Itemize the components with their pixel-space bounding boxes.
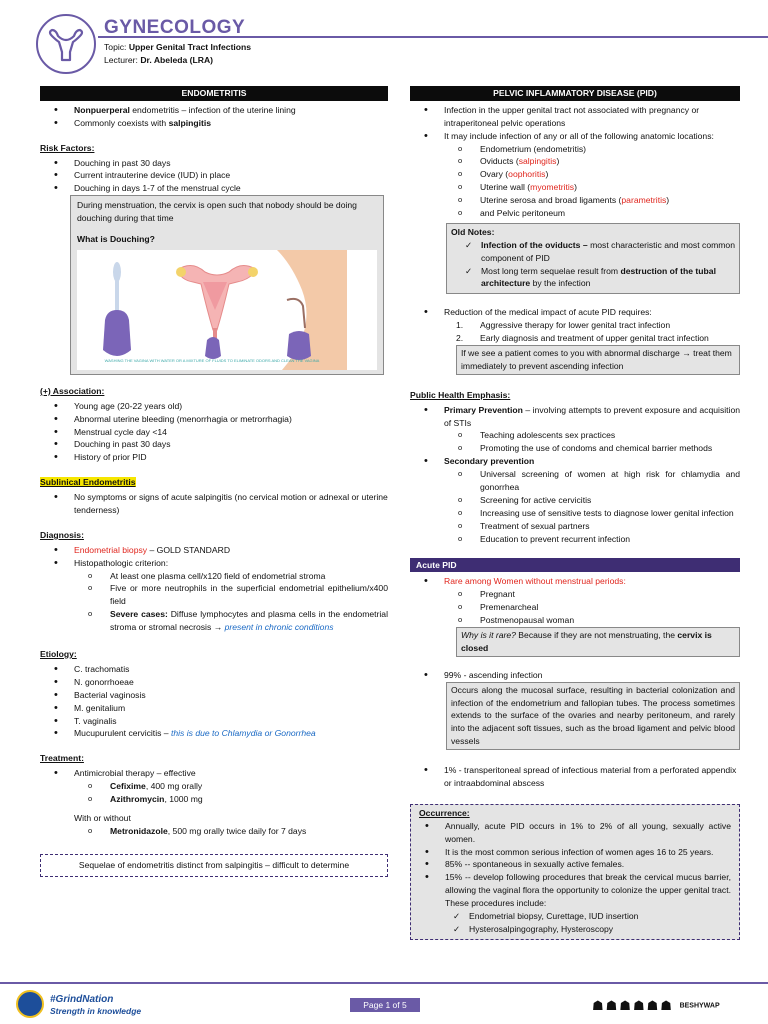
list-item: o Treatment of sexual partners <box>410 520 740 533</box>
acute-pid-list <box>410 575 740 588</box>
list-item: • Abnormal uterine bleeding (menorrhagia or metrorrhagia) <box>40 413 388 426</box>
treatment-list <box>40 767 388 806</box>
diagnosis-list <box>40 544 388 634</box>
list-item: o Premenarcheal <box>410 601 740 614</box>
reduction-note-box: If we see a patient comes to you with abnormal discharge → treat them immediately to prevent ascending infection <box>456 345 740 375</box>
association-heading: (+) Association: <box>40 385 105 396</box>
topic-line: Topic: Upper Genital Tract Infections <box>104 42 252 52</box>
douching-diagram-icon <box>77 250 347 370</box>
treatment-optional-list <box>40 825 388 838</box>
list-item: o Promoting the use of condoms and chemical barrier methods <box>410 442 740 455</box>
uterus-icon <box>46 26 86 66</box>
subclinical-heading: Sublinical Endometritis <box>40 477 136 488</box>
page-footer <box>0 982 768 1024</box>
list-item: o Five or more neutrophils in the superficial endometrial epithelium/x400 field <box>40 582 388 608</box>
list-item: • Mucupurulent cervicitis – this is due to Chlamydia or Gonorrhea <box>40 727 388 740</box>
uterus-logo <box>36 14 96 74</box>
list-item: • Douching in past 30 days <box>40 157 388 170</box>
list-item: 2. Early diagnosis and treatment of upper genital tract infection <box>456 333 709 344</box>
list-item: o and Pelvic peritoneum <box>410 207 740 220</box>
list-item: o Endometrium (endometritis) <box>410 143 740 156</box>
primary-prevention-list <box>410 429 740 455</box>
treatment-with-or-without: With or without <box>74 812 131 823</box>
right-column <box>410 86 740 940</box>
list-item: • M. genitalium <box>40 702 388 715</box>
list-item: • History of prior PID <box>40 451 388 464</box>
procedures-list <box>419 910 731 936</box>
list-item: • Douching in days 1-7 of the menstrual cycle <box>40 182 388 195</box>
old-notes-list <box>431 239 735 291</box>
list-item: • Current intrauterine device (IUD) in place <box>40 169 388 182</box>
list-item: • Infection in the upper genital tract not associated with pregnancy or intraperitoneal pelvic operations <box>410 104 740 130</box>
list-item: • No symptoms or signs of acute salpingitis (no cervical motion or adnexal or uterine tenderness) <box>40 491 388 517</box>
old-notes-box <box>446 223 740 294</box>
list-item: o At least one plasma cell/x120 field of endometrial stroma <box>40 570 388 583</box>
pid-list <box>410 104 740 143</box>
list-item: • 1% - transperitoneal spread of infectious material from a perforated appendix or intraabdominal abscess <box>410 764 740 790</box>
left-column <box>40 86 388 877</box>
douching-note-box <box>70 195 384 375</box>
etiology-list <box>40 663 388 740</box>
page-title: GYNECOLOGY <box>104 17 246 38</box>
douching-note: During menstruation, the cervix is open such that nobody should be doing douching during that time <box>77 200 357 224</box>
douching-question: What is Douching? <box>77 234 155 245</box>
list-item: o Azithromycin, 1000 mg <box>40 793 388 806</box>
occurrence-box <box>410 804 740 940</box>
list-item: • Young age (20-22 years old) <box>40 400 388 413</box>
subclinical-list <box>40 491 388 517</box>
grindnation-logo-icon <box>16 990 44 1018</box>
occurrence-heading: Occurrence: <box>419 807 470 818</box>
list-item: ✓ Most long term sequelae result from destruction of the tubal architecture by the infection <box>431 265 735 291</box>
list-item: • 99% - ascending infection <box>410 669 740 682</box>
list-item: o Cefixime, 400 mg orally <box>40 780 388 793</box>
page-header <box>0 0 768 78</box>
occurrence-list <box>411 820 731 910</box>
pid-title: PELVIC INFLAMMATORY DISEASE (PID) <box>410 86 740 101</box>
list-item: • C. trachomatis <box>40 663 388 676</box>
list-item: ✓ Hysterosalpingography, Hysteroscopy <box>419 923 731 936</box>
ascending-list <box>410 669 740 682</box>
acute-pid-groups <box>410 588 740 627</box>
footer-brand <box>592 996 720 1016</box>
reduction-list <box>410 306 740 319</box>
acute-pid-title: Acute PID <box>410 558 740 573</box>
list-item: o Pregnant <box>410 588 740 601</box>
list-item: o Increasing use of sensitive tests to diagnose lower genital infection <box>410 507 740 520</box>
list-item: • Menstrual cycle day <14 <box>40 426 388 439</box>
list-item: • Commonly coexists with salpingitis <box>40 117 388 130</box>
lecturer-line: Lecturer: Dr. Abeleda (LRA) <box>104 55 214 65</box>
list-item: • Annually, acute PID occurs in 1% to 2% of all young, sexually active women. <box>411 820 731 846</box>
list-item: • Bacterial vaginosis <box>40 689 388 702</box>
sequelae-box: Sequelae of endometritis distinct from salpingitis – difficult to determine <box>40 854 388 877</box>
reduction-steps <box>410 319 740 345</box>
footer-hashtag: #GrindNation <box>50 994 114 1005</box>
ascending-box: Occurs along the mucosal surface, resulting in bacterial colonization and infection of the endometrium and fallopian tubes. The process sometimes extends to the surface of the ovaries and nearby peritoneum, and rarely into the adjacent soft tissues, such as the broad ligament and pelvic blood vessels <box>446 682 740 750</box>
list-item: o Uterine wall (myometritis) <box>410 181 740 194</box>
list-item: o Ovary (oophoritis) <box>410 168 740 181</box>
list-item: o Metronidazole, 500 mg orally twice daily for 7 days <box>40 825 388 838</box>
list-item: ✓ Endometrial biopsy, Curettage, IUD insertion <box>419 910 731 923</box>
secondary-prevention-heading-list <box>410 455 740 468</box>
list-item: o Postmenopausal woman <box>410 614 740 627</box>
endometritis-title: ENDOMETRITIS <box>40 86 388 101</box>
treatment-heading: Treatment: <box>40 753 84 764</box>
list-item: • It is the most common serious infection of women ages 16 to 25 years. <box>411 846 731 859</box>
public-health-heading: Public Health Emphasis: <box>410 389 511 400</box>
diagnosis-heading: Diagnosis: <box>40 529 84 540</box>
transperitoneal-list <box>410 764 740 790</box>
list-item: • Reduction of the medical impact of acute PID requires: <box>410 306 740 319</box>
list-item: o Oviducts (salpingitis) <box>410 155 740 168</box>
list-item: o Screening for active cervicitis <box>410 494 740 507</box>
brand-name: BESHYWAP <box>679 1002 720 1010</box>
list-item: • Rare among Women without menstrual periods: <box>410 575 740 588</box>
list-item: • Secondary prevention <box>410 455 740 468</box>
list-item: • 15% -- develop following procedures that break the cervical mucus barrier, allowing the vaginal flora the opportunity to colonize the upper genital tract. These procedures include: <box>411 871 731 910</box>
public-health-list <box>410 404 740 430</box>
page-number: Page 1 of 5 <box>350 998 420 1012</box>
list-item: o Teaching adolescents sex practices <box>410 429 740 442</box>
header-rule <box>98 36 768 38</box>
team-icons: ☗☗☗☗☗☗ <box>592 998 674 1013</box>
list-item: • Nonpuerperal endometritis – infection of the uterine lining <box>40 104 388 117</box>
list-item: 1. Aggressive therapy for lower genital tract infection <box>456 320 671 331</box>
why-rare-box: Why is it rare? Because if they are not menstruating, the cervix is closed <box>456 627 740 657</box>
list-item: • Histopathologic criterion: o At least one plasma cell/x120 field of endometrial stroma o Five or more neutrophils in the superficial endometrial epithelium/x400 field o Severe cases: Diffuse lymphocytes and plasma cells in the endometrial stroma or stromal necrosis → present in chronic conditions <box>40 557 388 634</box>
endometritis-list <box>40 104 388 130</box>
douching-caption: WASHING THE VAGINA WITH WATER OR A MIXTURE OF FLUIDS TO ELIMINATE ODORS AND CLEAN THE VAGINA <box>104 357 320 363</box>
risk-factors-list <box>40 157 388 196</box>
list-item: o Education to prevent recurrent infection <box>410 533 740 546</box>
list-item: • Primary Prevention – involving attempts to prevent exposure and acquisition of STIs <box>410 404 740 430</box>
list-item: • It may include infection of any or all of the following anatomic locations: <box>410 130 740 143</box>
list-item: • Douching in past 30 days <box>40 438 388 451</box>
old-notes-heading: Old Notes: <box>451 226 495 237</box>
list-item: • N. gonorrhoeae <box>40 676 388 689</box>
list-item: • Endometrial biopsy – GOLD STANDARD <box>40 544 388 557</box>
secondary-prevention-list <box>410 468 740 545</box>
list-item: ✓ Infection of the oviducts – most characteristic and most common component of PID <box>431 239 735 265</box>
footer-tagline: Strength in knowledge <box>50 1006 142 1016</box>
list-item: o Universal screening of women at high risk for chlamydia and gonorrhea <box>410 468 740 494</box>
douching-illustration <box>77 250 377 370</box>
risk-factors-heading: Risk Factors: <box>40 142 95 153</box>
etiology-heading: Etiology: <box>40 649 77 660</box>
association-list <box>40 400 388 464</box>
list-item: o Severe cases: Diffuse lymphocytes and plasma cells in the endometrial stroma or stromal necrosis → present in chronic conditions <box>40 608 388 634</box>
list-item: • Antimicrobial therapy – effective o Cefixime, 400 mg orally o Azithromycin, 1000 mg <box>40 767 388 806</box>
lecturer: Dr. Abeleda (LRA) <box>140 55 214 65</box>
list-item: o Uterine serosa and broad ligaments (parametritis) <box>410 194 740 207</box>
list-item: • T. vaginalis <box>40 715 388 728</box>
topic: Upper Genital Tract Infections <box>128 42 252 52</box>
pid-locations-list <box>410 143 740 220</box>
list-item: • 85% -- spontaneous in sexually active females. <box>411 858 731 871</box>
